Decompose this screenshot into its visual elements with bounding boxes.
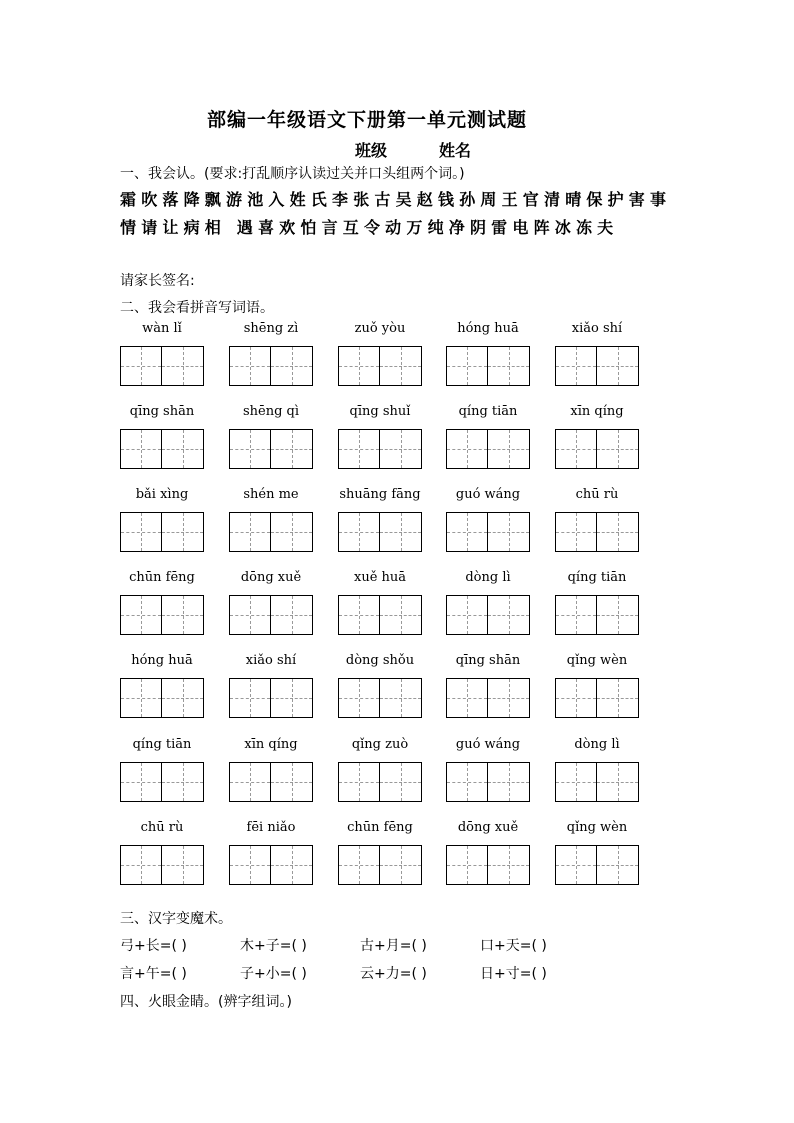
pinyin-label: hóng huā [131,653,193,668]
writing-box[interactable] [120,762,162,802]
writing-box-pair [120,762,204,802]
magic-row-1 [120,935,600,955]
writing-box[interactable] [338,595,380,635]
writing-box[interactable] [229,762,271,802]
writing-box[interactable] [446,346,488,386]
writing-box[interactable] [380,595,422,635]
writing-box[interactable] [162,845,204,885]
writing-box[interactable] [271,678,313,718]
pinyin-label: dōng xuě [240,570,302,585]
pinyin-label: shēng zì [243,321,299,336]
writing-box[interactable] [597,429,639,469]
pinyin-label: qīng shān [129,404,195,419]
writing-box-pair [229,595,313,635]
writing-box[interactable] [555,346,597,386]
writing-box-pair [555,346,639,386]
pinyin-label: qíng tiān [458,404,518,419]
writing-box-pair [229,762,313,802]
pinyin-label: qíng tiān [567,570,627,585]
writing-box-pair [120,346,204,386]
writing-box[interactable] [555,429,597,469]
writing-box[interactable] [338,346,380,386]
pinyin-label: dòng shǒu [345,653,415,668]
pinyin-label: xiǎo shí [571,321,623,336]
pinyin-label: shuāng fāng [339,487,421,502]
writing-box-pair [555,845,639,885]
writing-box-pair [555,429,639,469]
writing-box[interactable] [380,845,422,885]
magic-item[interactable]: 言+午=( ) [120,966,187,982]
section3-heading: 三、汉字变魔术。 [120,911,232,927]
writing-box-pair [446,512,530,552]
writing-box-pair [338,845,422,885]
writing-box[interactable] [120,346,162,386]
writing-box[interactable] [229,845,271,885]
writing-box-pair [555,595,639,635]
writing-box[interactable] [338,678,380,718]
writing-box[interactable] [120,678,162,718]
magic-item[interactable]: 木+子=( ) [240,938,307,954]
writing-box[interactable] [446,678,488,718]
writing-box[interactable] [271,595,313,635]
writing-box[interactable] [597,678,639,718]
writing-box[interactable] [162,512,204,552]
writing-box[interactable] [446,762,488,802]
writing-box[interactable] [446,429,488,469]
writing-box-pair [229,512,313,552]
name-label: 姓名 [439,141,472,160]
pinyin-label: chūn fēng [129,570,195,585]
writing-box[interactable] [597,595,639,635]
magic-item[interactable]: 子+小=( ) [240,966,307,982]
writing-box[interactable] [555,762,597,802]
writing-box-pair [120,845,204,885]
writing-box-pair [338,678,422,718]
writing-box[interactable] [555,678,597,718]
writing-box-pair [446,678,530,718]
pinyin-label: guó wáng [455,737,521,752]
writing-box-pair [120,429,204,469]
pinyin-label: qǐng zuò [351,737,409,752]
writing-box[interactable] [555,595,597,635]
pinyin-label: xuě huā [353,570,407,585]
pinyin-label: qīng shuǐ [349,404,411,419]
pinyin-label: shēng qì [242,404,300,419]
class-label: 班级 [355,141,388,160]
pinyin-label: qíng tiān [132,737,192,752]
writing-box[interactable] [488,346,530,386]
pinyin-label: bǎi xìng [135,487,189,502]
writing-box[interactable] [162,346,204,386]
pinyin-label: xiǎo shí [245,653,297,668]
writing-box[interactable] [162,678,204,718]
writing-box[interactable] [338,845,380,885]
writing-box[interactable] [380,678,422,718]
student-info [355,138,523,161]
magic-row-2 [120,963,600,983]
writing-box-pair [338,429,422,469]
writing-box[interactable] [271,429,313,469]
writing-box[interactable] [162,762,204,802]
pinyin-label: xīn qíng [570,404,624,419]
pinyin-label: qǐng wèn [566,820,628,835]
writing-box-pair [229,678,313,718]
recognition-characters: 霜吹落降飘游池入姓氏李张古吴赵钱孙周王官清晴保护害事情请让病相 遇喜欢怕言互令动万纯净阴雷电阵冰冻夫 [120,190,672,237]
pinyin-label: zuǒ yòu [354,321,406,336]
writing-box[interactable] [380,346,422,386]
writing-box[interactable] [338,762,380,802]
writing-box[interactable] [597,845,639,885]
magic-item[interactable]: 云+力=( ) [360,966,427,982]
writing-box[interactable] [446,845,488,885]
pinyin-label: qǐng wèn [566,653,628,668]
writing-box[interactable] [597,762,639,802]
writing-box[interactable] [162,429,204,469]
writing-box[interactable] [380,512,422,552]
writing-box-pair [338,346,422,386]
writing-box[interactable] [488,429,530,469]
writing-box[interactable] [446,512,488,552]
writing-box[interactable] [229,429,271,469]
writing-box[interactable] [488,595,530,635]
writing-box-pair [338,762,422,802]
writing-box-pair [338,595,422,635]
writing-box[interactable] [338,512,380,552]
writing-box-pair [120,595,204,635]
writing-box[interactable] [229,512,271,552]
pinyin-label: chū rù [575,487,619,502]
writing-box-pair [229,845,313,885]
magic-item[interactable]: 口+天=( ) [480,938,547,954]
writing-box-pair [446,429,530,469]
writing-box[interactable] [120,512,162,552]
pinyin-label: dòng lì [574,737,620,752]
writing-box-pair [338,512,422,552]
writing-box-pair [446,845,530,885]
writing-box-pair [446,762,530,802]
writing-box[interactable] [338,429,380,469]
writing-box[interactable] [597,512,639,552]
writing-box[interactable] [162,595,204,635]
writing-box-pair [120,678,204,718]
magic-item[interactable]: 弓+长=( ) [120,938,187,954]
writing-box-pair [555,512,639,552]
writing-box[interactable] [380,762,422,802]
writing-box-pair [229,429,313,469]
writing-box-pair [120,512,204,552]
pinyin-label: dōng xuě [457,820,519,835]
pinyin-label: shén me [243,487,299,502]
writing-box[interactable] [446,595,488,635]
pinyin-label: xīn qíng [244,737,298,752]
writing-box[interactable] [380,429,422,469]
writing-box[interactable] [229,678,271,718]
pinyin-label: qīng shān [455,653,521,668]
writing-box[interactable] [488,512,530,552]
section4-heading: 四、火眼金睛。(辨字组词。) [120,994,292,1010]
writing-box-pair [446,346,530,386]
writing-box[interactable] [597,346,639,386]
writing-box-pair [229,346,313,386]
section1-heading: 一、我会认。(要求:打乱顺序认读过关并口头组两个词。) [120,166,465,182]
pinyin-label: chū rù [140,820,184,835]
writing-box[interactable] [229,346,271,386]
writing-box-pair [555,762,639,802]
writing-box[interactable] [229,595,271,635]
writing-box[interactable] [555,512,597,552]
writing-box[interactable] [555,845,597,885]
magic-item[interactable]: 古+月=( ) [360,938,427,954]
writing-box[interactable] [120,429,162,469]
page-title: 部编一年级语文下册第一单元测试题 [206,109,527,131]
magic-item[interactable]: 日+寸=( ) [480,966,547,982]
pinyin-label: hóng huā [457,321,519,336]
writing-box[interactable] [120,845,162,885]
pinyin-label: fēi niǎo [246,820,296,835]
writing-box-pair [555,678,639,718]
pinyin-label: guó wáng [455,487,521,502]
pinyin-label: chūn fēng [347,820,413,835]
writing-box[interactable] [271,512,313,552]
writing-box[interactable] [488,678,530,718]
writing-box[interactable] [488,845,530,885]
writing-box[interactable] [120,595,162,635]
pinyin-label: wàn lǐ [142,321,182,336]
writing-box[interactable] [271,346,313,386]
section2-heading: 二、我会看拼音写词语。 [120,300,274,316]
writing-box[interactable] [271,762,313,802]
writing-box[interactable] [488,762,530,802]
writing-box-pair [446,595,530,635]
pinyin-label: dòng lì [465,570,511,585]
writing-box[interactable] [271,845,313,885]
parent-signature-label: 请家长签名: [120,273,195,289]
